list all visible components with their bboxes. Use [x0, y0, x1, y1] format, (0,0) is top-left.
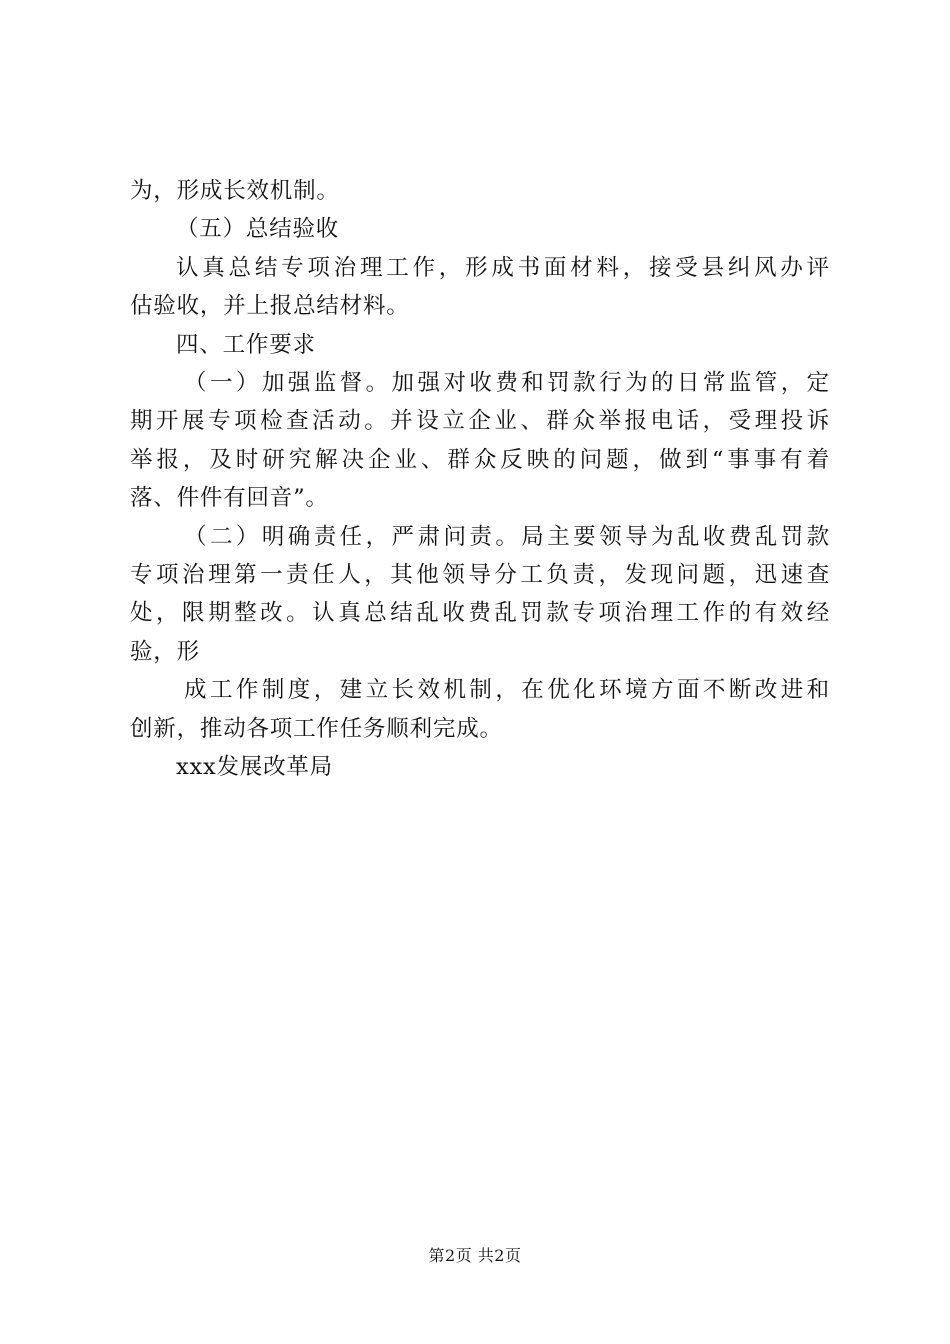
text-line: 处，限期整改。认真总结乱收费乱罚款专项治理工作的有效经 — [130, 600, 830, 627]
text-line: 专项治理第一责任人，其他领导分工负责，发现问题，迅速查 — [130, 562, 830, 589]
page-number-footer: 第2页 共2页 — [428, 1246, 522, 1265]
text-line: 验，形 — [130, 638, 200, 665]
text-line: 创新，推动各项工作任务顺利完成。 — [130, 715, 503, 742]
text-line: 落、件件有回音”。 — [130, 485, 329, 512]
text-line: 估验收，并上报总结材料。 — [130, 293, 410, 320]
text-line: 认真总结专项治理工作，形成书面材料，接受县纠风办评 — [176, 254, 830, 281]
text-line: 为，形成长效机制。 — [130, 178, 340, 204]
section-heading-requirements: 四、工作要求 — [176, 331, 316, 358]
text-line: 成工作制度，建立长效机制，在优化环境方面不断改进和 — [184, 677, 830, 704]
text-line: 期开展专项检查活动。并设立企业、群众举报电话，受理投诉 — [130, 408, 830, 435]
document-body — [130, 172, 830, 787]
text-line: （二）明确责任，严肃问责。局主要领导为乱收费乱罚款 — [184, 523, 830, 550]
text-line: （一）加强监督。加强对收费和罚款行为的日常监管，定 — [184, 370, 830, 397]
signature-line: xxx发展改革局 — [176, 754, 333, 781]
text-line: 举报，及时研究解决企业、群众反映的问题，做到“事事有着 — [130, 446, 830, 473]
section-heading-summary: （五）总结验收 — [176, 216, 340, 243]
